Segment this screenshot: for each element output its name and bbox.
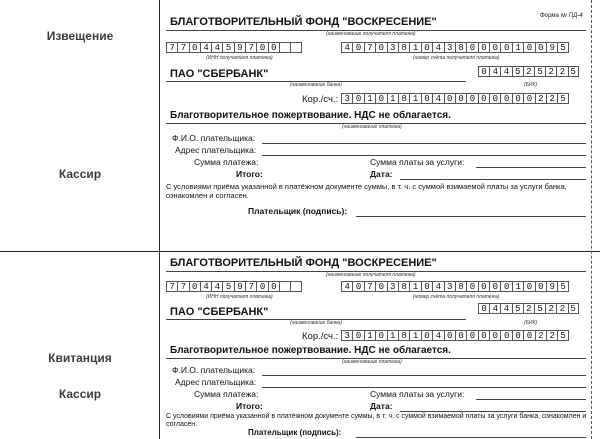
cashier-label-top: Кассир <box>58 167 102 181</box>
inn-boxes-2: 7 7 0 4 4 5 9 7 0 0 <box>166 281 302 292</box>
total-label-2: Итого: <box>236 401 263 411</box>
bank-name: ПАО "СБЕРБАНК" <box>170 68 269 80</box>
address-label-2: Адрес плательщика: <box>175 377 257 387</box>
fio-label-bottom: Ф.И.О. плательщика: <box>172 365 256 375</box>
account-caption-2: (номер счёта получателя платежа) <box>413 294 500 300</box>
bank-name-2: ПАО "СБЕРБАНК" <box>170 306 269 318</box>
cashier-label-bottom: Кассир <box>58 387 102 401</box>
bik-boxes-2: 0 4 4 5 2 5 2 2 5 <box>478 303 579 314</box>
signature-line-2 <box>356 437 586 438</box>
date-label: Дата: <box>370 169 393 179</box>
payee-name-2: БЛАГОТВОРИТЕЛЬНЫЙ ФОНД "ВОСКРЕСЕНИЕ" <box>170 257 437 269</box>
terms-text: С условиями приёма указанной в платёжном документе суммы, в т. ч. с суммой взимаемой платы за услуги банка, ознакомлен и согласен. <box>166 182 567 200</box>
bank-name-caption: (наименование банка) <box>290 82 342 88</box>
inn-boxes: 7 7 0 4 4 5 9 7 0 0 <box>166 42 302 53</box>
sum-label-2: Сумма платежа: <box>194 389 259 399</box>
bik-caption-2: (БИК) <box>524 320 538 326</box>
bank-name-caption-2: (наименование банка) <box>290 320 342 326</box>
payment-purpose: Благотворительное пожертвование. НДС не облагается. <box>170 110 451 121</box>
purpose-caption-2: (наименование платежа) <box>342 359 402 365</box>
inn-caption: (ИНН получателя платежа) <box>206 55 273 61</box>
corr-label-2: Кор./сч.: <box>302 331 339 342</box>
sum-label: Сумма платежа: <box>194 157 259 167</box>
bik-caption: (БИК) <box>524 82 538 88</box>
payee-name-caption-2: (наименование получателя платежа) <box>326 272 416 278</box>
inn-caption-2: (ИНН получателя платежа) <box>206 294 273 300</box>
corr-label: Кор./сч.: <box>302 94 339 105</box>
section-separator <box>0 251 600 252</box>
payee-name-caption: (наименование получателя платежа) <box>326 31 416 37</box>
fio-label: Ф.И.О. плательщика: <box>172 133 256 143</box>
account-caption: (номер счёта получателя платежа) <box>413 55 500 61</box>
cut-line <box>591 0 592 439</box>
signature-label: Плательщик (подпись): <box>248 206 348 216</box>
address-label: Адрес плательщика: <box>175 145 257 155</box>
date-label-2: Дата: <box>370 401 393 411</box>
signature-label-2: Плательщик (подпись): <box>248 428 342 437</box>
corr-boxes: 3 0 1 0 1 8 1 0 4 0 0 0 0 0 0 0 0 2 2 5 <box>341 93 569 104</box>
payment-purpose-2: Благотворительное пожертвование. НДС не облагается. <box>170 345 451 356</box>
fee-label-2: Сумма платы за услуги: <box>370 389 465 399</box>
account-boxes-2: 4 0 7 0 3 8 1 0 4 3 8 0 0 0 0 1 0 0 9 5 <box>341 281 569 292</box>
payee-name: БЛАГОТВОРИТЕЛЬНЫЙ ФОНД "ВОСКРЕСЕНИЕ" <box>170 16 437 28</box>
purpose-caption: (наименование платежа) <box>342 124 402 130</box>
signature-line <box>356 216 586 217</box>
receipt-label: Квитанция <box>48 351 112 365</box>
bik-boxes: 0 4 4 5 2 5 2 2 5 <box>478 66 579 77</box>
fee-label: Сумма платы за услуги: <box>370 157 465 167</box>
total-label: Итого: <box>236 169 263 179</box>
form-number: Форма № ПД-4 <box>540 13 583 19</box>
terms-text-2: С условиями приёма указанной в платёжном документе суммы, в т. ч. с суммой взимаемой платы за услуги банка, ознакомлен и согласен. <box>166 413 587 428</box>
notice-label: Извещение <box>46 29 114 43</box>
account-boxes: 4 0 7 0 3 8 1 0 4 3 8 0 0 0 0 1 0 0 9 5 <box>341 42 569 53</box>
corr-boxes-2: 3 0 1 0 1 8 1 0 4 0 0 0 0 0 0 0 0 2 2 5 <box>341 330 569 341</box>
column-divider <box>159 0 160 439</box>
